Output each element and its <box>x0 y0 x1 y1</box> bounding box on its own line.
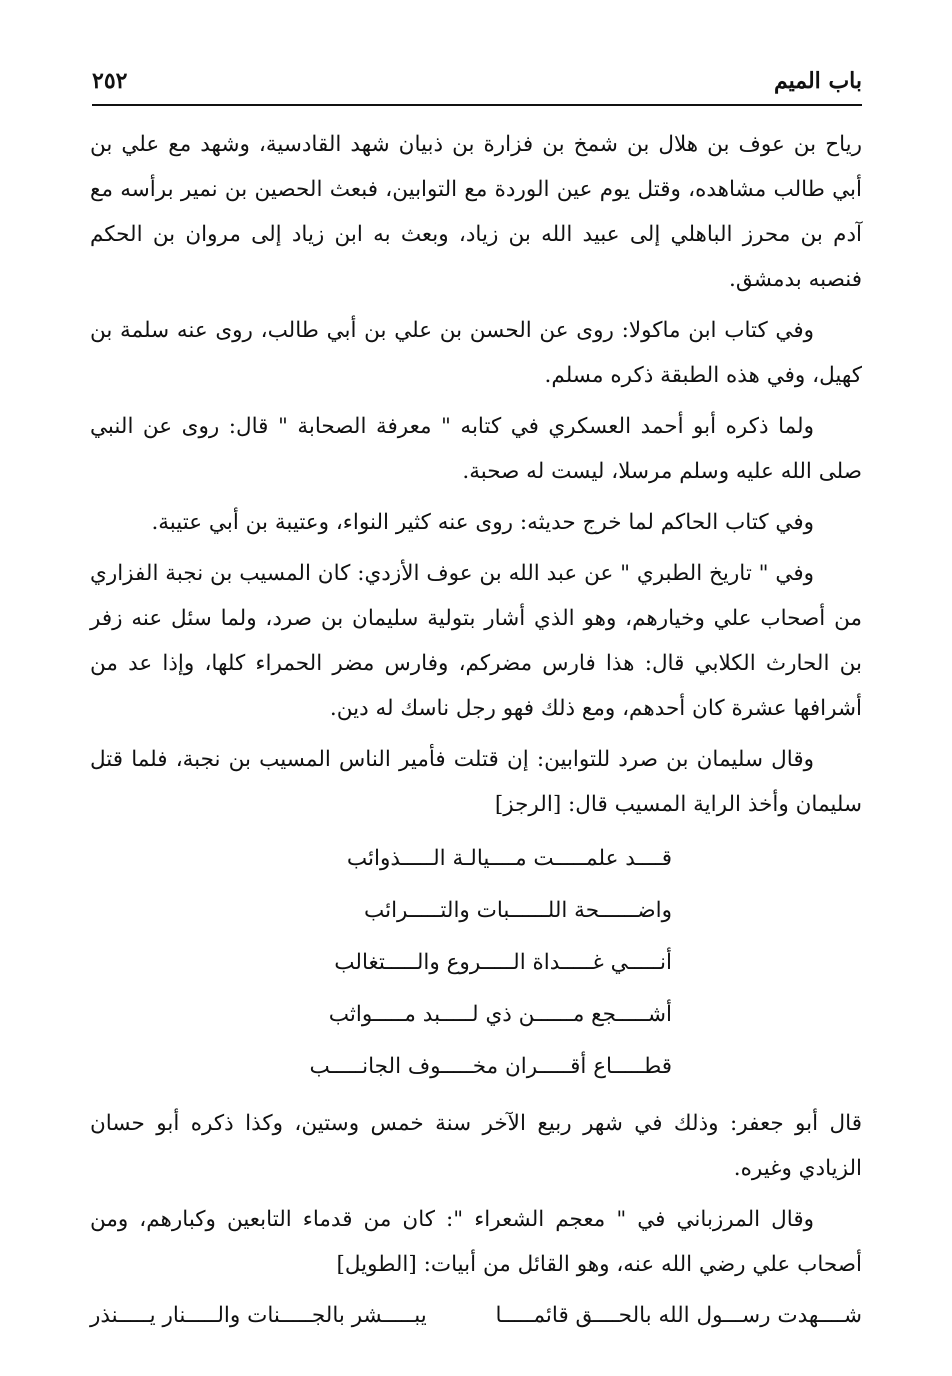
paragraph-3: ولما ذكره أبو أحمد العسكري في كتابه " معرفة الصحابة " قال: روى عن النبي صلى الله عليه وسلم مرسلا، ليست له صحبة. <box>90 414 862 484</box>
paragraph-2: وفي كتاب ابن ماكولا: روى عن الحسن بن علي بن أبي طالب، روى عنه سلمة بن كهيل، وفي هذه الطبقة ذكره مسلم. <box>90 318 862 388</box>
paragraph-8: وقال المرزباني في " معجم الشعراء ": كان من قدماء التابعين وكبارهم، ومن أصحاب علي رضي الله عنه، وهو القائل من أبيات: [الطويل] <box>90 1207 862 1277</box>
paragraph-4: وفي كتاب الحاكم لما خرج حديثه: روى عنه كثير النواء، وعتيبة بن أبي عتيبة. <box>151 510 814 535</box>
page-number: ٢٥٢ <box>92 68 128 94</box>
paragraph-1: رياح بن عوف بن هلال بن شمخ بن فزارة بن ذبيان شهد القادسية، وشهد مع علي بن أبي طالب مشاهده، وقتل يوم عين الوردة مع التوابين، فبعث الحصين بن نمير برأسه مع آدم بن محرز الباهلي إلى عبيد الله بن زياد، وبعث به ابن زياد إلى مروان بن الحكم فنصبه بدمشق. <box>90 132 862 292</box>
poem-verse: قــــد علمـــــت مــــيالـة الـــــذوائب <box>346 846 672 871</box>
couplet-first-hemistich: شــــهدت رســـول الله بالحــــق قائمـــــا <box>495 1303 862 1328</box>
paragraph-7: قال أبو جعفر: وذلك في شهر ربيع الآخر سنة خمس وستين، وكذا ذكره أبو حسان الزيادي وغيره. <box>90 1111 862 1181</box>
paragraph-5: وفي " تاريخ الطبري " عن عبد الله بن عوف الأزدي: كان المسيب بن نجبة الفزاري من أصحاب علي وخيارهم، وهو الذي أشار بتولية سليمان بن صرد، ولما سئل عنه زفر بن الحارث الكلابي قال: هذا فارس مضركم، وفارس مضر الحمراء كلها، وإذا عد من أشرافها عشرة كان أحدهم، ومع ذلك فهو رجل ناسك له دين. <box>90 561 862 721</box>
poem-verse: قطـــــاع أقـــــران مخـــــوف الجانـــــب <box>309 1054 672 1079</box>
poem-verse: أنـــــي غـــــداة الـــــروع والـــــتغالب <box>334 950 672 975</box>
chapter-title: باب الميم <box>773 68 862 94</box>
poem-verse: واضــــــحة اللــــــبات والتـــــرائب <box>363 898 672 923</box>
page-body <box>90 122 862 1338</box>
tawil-couplet <box>90 1293 862 1338</box>
paragraph-6: وقال سليمان بن صرد للتوابين: إن قتلت فأمير الناس المسيب بن نجبة، فلما قتل سليمان وأخذ الراية المسيب قال: [الرجز] <box>90 747 862 817</box>
page-header <box>92 60 862 106</box>
couplet-second-hemistich: يبـــــشر بالجـــــنات والـــــنار يـــــنذر <box>90 1303 427 1328</box>
poem-verse: أشـــــجع مــــــن ذي لـــــبد مـــــواثب <box>328 1002 672 1027</box>
rajaz-poem <box>90 833 862 1093</box>
